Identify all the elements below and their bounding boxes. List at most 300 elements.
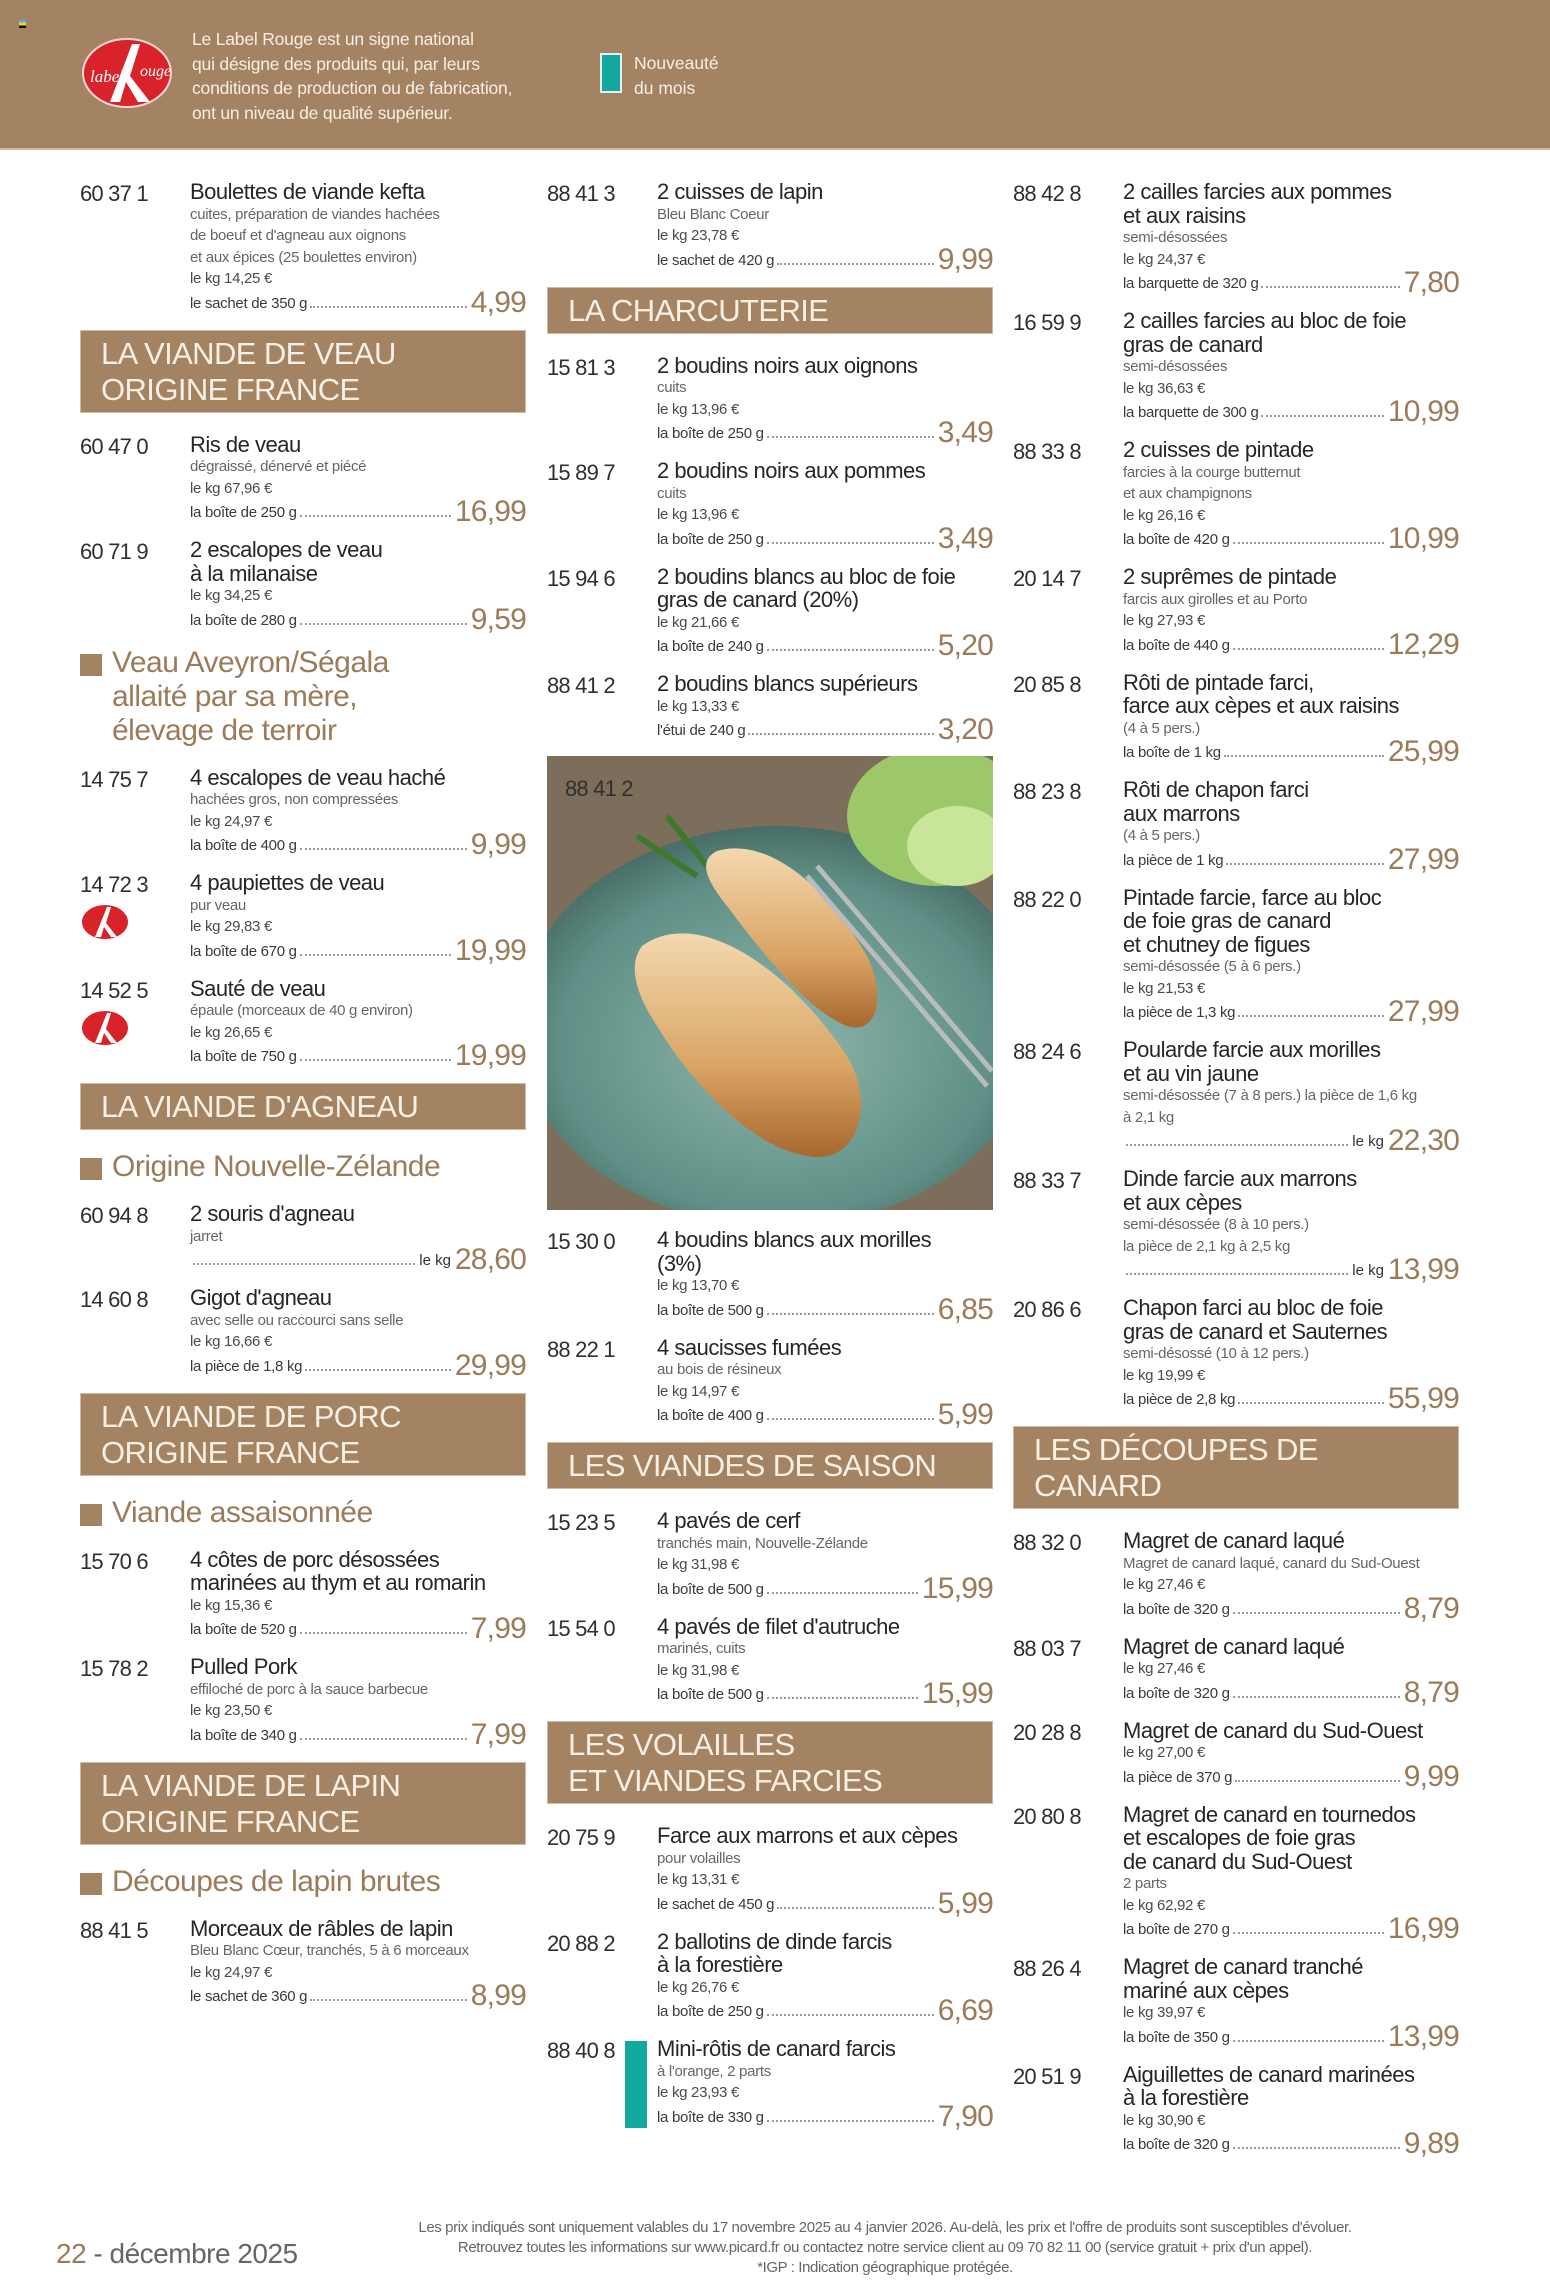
product-price: 8,79 xyxy=(1403,1591,1459,1625)
dotted-leader xyxy=(300,623,467,625)
product-price: 5,99 xyxy=(937,1886,993,1920)
product-name: Rôti de pintade farci, xyxy=(1123,669,1314,695)
package-size: la boîte de 340 g xyxy=(190,1726,297,1744)
product-item[interactable] xyxy=(80,764,526,861)
package-size: la boîte de 420 g xyxy=(1123,531,1230,548)
section-banner xyxy=(547,287,993,334)
dotted-leader xyxy=(1233,648,1384,650)
price-row xyxy=(657,242,993,276)
product-description: et aux épices (25 boulettes environ) xyxy=(190,248,417,266)
product-item[interactable] xyxy=(80,870,526,967)
product-name: et aux cèpes xyxy=(1123,1189,1242,1215)
label-rouge-info-banner xyxy=(0,0,1550,150)
price-row xyxy=(657,416,993,449)
price-row xyxy=(190,1039,526,1072)
nouveaute-legend xyxy=(634,51,719,100)
price-per-kg: le kg 24,97 € xyxy=(190,812,272,830)
price-row xyxy=(1123,395,1459,428)
dotted-leader xyxy=(748,733,933,735)
product-item[interactable] xyxy=(80,179,526,319)
product-code: 88 22 1 xyxy=(547,1336,615,1362)
product-code: 20 88 2 xyxy=(547,1930,615,1956)
package-size: la boîte de 240 g xyxy=(657,638,764,655)
section-banner xyxy=(547,1442,993,1489)
svg-text:label: label xyxy=(90,67,124,86)
product-name: 2 boudins blancs au bloc de foie xyxy=(657,563,956,589)
product-price: 28,60 xyxy=(454,1243,526,1276)
product-description: marinés, cuits xyxy=(657,1640,746,1657)
package-size: le sachet de 350 g xyxy=(190,294,308,312)
package-size: la boîte de 280 g xyxy=(190,611,297,629)
price-row xyxy=(1123,995,1459,1028)
product-description: jarret xyxy=(190,1227,223,1245)
dotted-leader xyxy=(1126,1144,1348,1146)
dotted-leader xyxy=(767,1313,934,1315)
square-bullet-icon xyxy=(80,654,102,676)
product-price: 9,99 xyxy=(470,828,526,861)
product-price: 29,99 xyxy=(454,1348,526,1382)
price-row xyxy=(190,285,526,319)
product-name: 2 boudins noirs aux pommes xyxy=(657,458,926,483)
product-code: 60 71 9 xyxy=(80,539,148,564)
dotted-leader xyxy=(1233,1932,1384,1934)
dotted-leader xyxy=(767,542,934,544)
package-size: la boîte de 400 g xyxy=(190,837,297,854)
dotted-leader xyxy=(1261,286,1399,288)
product-code: 60 94 8 xyxy=(80,1203,148,1228)
label-rouge-icon xyxy=(80,903,130,941)
product-item[interactable] xyxy=(1013,1166,1459,1286)
product-item[interactable] xyxy=(547,671,993,746)
price-row xyxy=(1123,1591,1459,1625)
price-per-kg: le kg 15,36 € xyxy=(190,1596,272,1614)
package-size: la barquette de 300 g xyxy=(1123,404,1259,421)
product-description: Bleu Blanc Coeur xyxy=(657,205,769,223)
photo-product-code: 88 41 2 xyxy=(565,776,633,801)
price-per-kg: le kg 36,63 € xyxy=(1123,379,1205,397)
product-description: à 2,1 kg xyxy=(1123,1108,1174,1126)
product-name: mariné aux cèpes xyxy=(1123,1977,1289,2003)
product-description: semi-désossé (10 à 12 pers.) xyxy=(1123,1345,1309,1362)
price-per-kg: le kg 31,98 € xyxy=(657,1556,739,1573)
subsection-line: Origine Nouvelle-Zélande xyxy=(112,1150,441,1183)
product-code: 15 23 5 xyxy=(547,1510,615,1535)
price-per-kg: le kg 13,70 € xyxy=(657,1277,739,1294)
dotted-leader xyxy=(310,1999,467,2001)
square-bullet-icon xyxy=(80,1504,102,1526)
product-item[interactable] xyxy=(80,1201,526,1276)
package-size: la boîte de 670 g xyxy=(190,942,297,960)
product-price: 15,99 xyxy=(921,1571,993,1605)
package-size: la boîte de 520 g xyxy=(190,1621,297,1638)
price-row xyxy=(190,1612,526,1645)
product-item[interactable] xyxy=(80,1546,526,1645)
section-title-line: LA VIANDE DE LAPIN xyxy=(101,1767,401,1803)
product-code: 14 75 7 xyxy=(80,766,148,792)
product-name: Farce aux marrons et aux cèpes xyxy=(657,1823,958,1848)
section-banner xyxy=(80,1083,526,1130)
price-per-kg: le kg 14,97 € xyxy=(657,1382,739,1400)
product-item[interactable] xyxy=(1013,1717,1459,1793)
package-size: la boîte de 500 g xyxy=(657,1301,764,1319)
dotted-leader xyxy=(1261,415,1383,417)
dotted-leader xyxy=(767,436,934,438)
product-price: 13,99 xyxy=(1387,2019,1459,2053)
dotted-leader xyxy=(1126,1273,1348,1275)
section-title-line: ORIGINE FRANCE xyxy=(101,1803,360,1839)
product-item[interactable] xyxy=(1013,1528,1459,1625)
product-item[interactable] xyxy=(80,975,526,1072)
product-name: 4 saucisses fumées xyxy=(657,1334,842,1360)
subsection-line: Viande assaisonnée xyxy=(112,1495,373,1529)
price-per-kg: le kg 13,33 € xyxy=(657,697,739,715)
product-item[interactable] xyxy=(547,1508,993,1605)
product-item[interactable] xyxy=(547,1613,993,1710)
dotted-leader xyxy=(300,515,451,517)
price-per-kg: le kg 21,66 € xyxy=(657,613,739,631)
product-price: 16,99 xyxy=(454,495,526,528)
price-per-kg: le kg 29,83 € xyxy=(190,918,272,935)
product-name: et chutney de figues xyxy=(1123,931,1310,957)
package-size: la pièce de 1 kg xyxy=(1123,851,1224,869)
product-price: 4,99 xyxy=(470,285,526,319)
dotted-leader xyxy=(300,1632,467,1634)
price-row xyxy=(657,1677,993,1710)
dotted-leader xyxy=(1235,1780,1400,1782)
product-item[interactable] xyxy=(1013,437,1459,555)
product-description: à l'orange, 2 parts xyxy=(657,2062,771,2080)
section-title-line: LES DÉCOUPES DE CANARD xyxy=(1034,1432,1318,1503)
section-title-line: LA VIANDE DE VEAU xyxy=(101,335,396,371)
price-row xyxy=(1123,735,1459,768)
product-code: 15 70 6 xyxy=(80,1548,148,1574)
product-item[interactable] xyxy=(1013,308,1459,428)
product-description: cuites, préparation de viandes hachées xyxy=(190,205,440,223)
product-description: semi-désossée (8 à 10 pers.) xyxy=(1123,1216,1309,1233)
product-code: 14 52 5 xyxy=(80,977,148,1003)
product-code: 15 81 3 xyxy=(547,354,615,380)
package-size: la barquette de 320 g xyxy=(1123,275,1259,292)
intro-line: qui désigne des produits qui, par leurs xyxy=(192,53,480,74)
product-item[interactable] xyxy=(1013,564,1459,661)
product-description: hachées gros, non compressées xyxy=(190,791,399,808)
product-price: 9,89 xyxy=(1403,2127,1459,2160)
product-name: 4 escalopes de veau haché xyxy=(190,764,446,790)
product-price: 13,99 xyxy=(1387,1253,1459,1286)
package-size: la boîte de 250 g xyxy=(190,504,297,521)
product-name: à la forestière xyxy=(657,1952,783,1977)
product-item[interactable] xyxy=(1013,2061,1459,2160)
product-price: 3,49 xyxy=(937,416,993,449)
product-item[interactable] xyxy=(1013,179,1459,299)
package-size: la boîte de 350 g xyxy=(1123,2028,1230,2046)
package-size: la boîte de 250 g xyxy=(657,2003,764,2020)
price-row xyxy=(1123,1382,1459,1415)
section-title-line: ET VIANDES FARCIES xyxy=(568,1763,883,1798)
package-size: la pièce de 1,8 kg xyxy=(190,1357,303,1375)
product-description: semi-désossées xyxy=(1123,229,1228,246)
price-per-kg: le kg 23,50 € xyxy=(190,1702,272,1719)
product-name: à la forestière xyxy=(1123,2085,1249,2110)
section-banner xyxy=(1013,1426,1459,1509)
product-name: 4 côtes de porc désossées xyxy=(190,1546,440,1572)
price-per-kg: le kg 21,53 € xyxy=(1123,979,1205,997)
product-price: 3,20 xyxy=(937,713,993,746)
price-per-kg: le kg 39,97 € xyxy=(1123,2004,1205,2021)
product-description: semi-désossée (5 à 6 pers.) xyxy=(1123,958,1301,975)
product-item[interactable] xyxy=(1013,1633,1459,1709)
product-name: (3%) xyxy=(657,1250,702,1276)
package-size: le sachet de 420 g xyxy=(657,251,775,269)
issue-date: - décembre 2025 xyxy=(86,2238,298,2269)
product-description: de boeuf et d'agneau aux oignons xyxy=(190,227,406,244)
price-per-kg: le kg 31,98 € xyxy=(657,1661,739,1679)
product-name: 4 paupiettes de veau xyxy=(190,870,385,895)
price-row xyxy=(1123,2019,1459,2053)
product-name: à la milanaise xyxy=(190,560,318,586)
product-name: gras de canard xyxy=(1123,331,1263,357)
nouveaute-line: du mois xyxy=(634,77,696,98)
nouveaute-swatch-icon xyxy=(600,53,622,93)
product-price: 55,99 xyxy=(1387,1382,1459,1415)
product-name: 2 cailles farcies au bloc de foie xyxy=(1123,308,1407,333)
product-price: 7,90 xyxy=(937,2099,993,2133)
product-name: Magret de canard laqué xyxy=(1123,1528,1345,1553)
product-item[interactable] xyxy=(547,352,993,449)
legal-notes xyxy=(300,2218,1470,2278)
package-size: la pièce de 370 g xyxy=(1123,1768,1233,1786)
section-banner xyxy=(80,1393,526,1476)
product-description: farcis aux girolles et au Porto xyxy=(1123,590,1308,608)
product-name: 4 pavés de cerf xyxy=(657,1508,800,1533)
product-description: dégraissé, dénervé et piécé xyxy=(190,458,367,475)
price-row xyxy=(190,1717,526,1751)
label-rouge-icon xyxy=(80,1009,130,1047)
product-name: 2 cuisses de pintade xyxy=(1123,437,1314,462)
product-item[interactable] xyxy=(547,1334,993,1431)
package-size: l'étui de 240 g xyxy=(657,722,746,739)
product-name: Magret de canard du Sud-Ouest xyxy=(1123,1717,1423,1743)
dotted-leader xyxy=(1233,1612,1400,1614)
product-item[interactable] xyxy=(80,1285,526,1382)
dotted-leader xyxy=(1238,1402,1384,1404)
intro-line: conditions de production ou de fabrication, xyxy=(192,78,513,98)
product-name: de canard du Sud-Ouest xyxy=(1123,1848,1352,1874)
intro-line: Le Label Rouge est un signe national xyxy=(192,29,474,49)
product-price: 10,99 xyxy=(1387,395,1459,428)
product-name: gras de canard (20%) xyxy=(657,587,859,612)
price-per-kg: le kg 26,16 € xyxy=(1123,506,1205,524)
print-color-marker-icon xyxy=(19,20,26,28)
price-per-kg: le kg 13,96 € xyxy=(657,506,739,523)
product-description: Magret de canard laqué, canard du Sud-Ouest xyxy=(1123,1554,1420,1572)
subsection-line: allaité par sa mère, xyxy=(112,679,358,713)
product-name: de foie gras de canard xyxy=(1123,908,1331,933)
subsection-line: Veau Aveyron/Ségala xyxy=(112,645,389,679)
product-code: 88 23 8 xyxy=(1013,779,1081,804)
product-name: 2 suprêmes de pintade xyxy=(1123,564,1337,589)
product-price: 27,99 xyxy=(1387,842,1459,876)
price-per-kg: le kg 24,37 € xyxy=(1123,250,1205,268)
catalog-column-right xyxy=(1013,180,1459,2170)
product-item[interactable] xyxy=(1013,1801,1459,1945)
product-name: 4 pavés de filet d'autruche xyxy=(657,1613,900,1639)
product-photo xyxy=(547,756,993,1210)
product-description: (4 à 5 pers.) xyxy=(1123,827,1200,844)
package-size: la boîte de 270 g xyxy=(1123,1921,1230,1938)
package-size: la boîte de 320 g xyxy=(1123,2136,1230,2153)
price-per-kg: le kg 27,93 € xyxy=(1123,612,1205,629)
product-price: 9,99 xyxy=(1403,1759,1459,1793)
product-description: pur veau xyxy=(190,896,246,914)
price-row xyxy=(1123,522,1459,555)
product-name: 2 boudins blancs supérieurs xyxy=(657,671,918,696)
product-name: 2 boudins noirs aux oignons xyxy=(657,352,918,378)
product-item[interactable] xyxy=(547,1928,993,2027)
dotted-leader xyxy=(300,1738,467,1740)
product-item[interactable] xyxy=(547,458,993,555)
product-price: 22,30 xyxy=(1387,1124,1459,1157)
subsection-heading xyxy=(80,1496,526,1530)
price-row xyxy=(657,2099,993,2133)
product-description: tranchés main, Nouvelle-Zélande xyxy=(657,1534,868,1552)
product-item[interactable] xyxy=(80,537,526,636)
product-name: Mini-rôtis de canard farcis xyxy=(657,2036,896,2061)
dotted-leader xyxy=(1224,755,1384,757)
product-name: et escalopes de foie gras xyxy=(1123,1825,1356,1850)
product-item[interactable] xyxy=(1013,884,1459,1028)
product-name: Gigot d'agneau xyxy=(190,1285,332,1310)
price-per-kg: le kg 24,97 € xyxy=(190,1963,272,1981)
product-name: Dinde farcie aux marrons xyxy=(1123,1166,1357,1191)
section-title-line: LA VIANDE DE PORC xyxy=(101,1398,401,1434)
product-code: 20 86 6 xyxy=(1013,1297,1081,1322)
product-item[interactable] xyxy=(1013,777,1459,876)
product-name: 2 souris d'agneau xyxy=(190,1201,355,1226)
product-name: 2 escalopes de veau xyxy=(190,537,383,562)
price-row xyxy=(1123,266,1459,299)
product-item[interactable] xyxy=(547,2036,993,2133)
product-price: 7,99 xyxy=(470,1612,526,1645)
dotted-leader xyxy=(1233,2040,1384,2042)
price-row xyxy=(190,602,526,636)
product-code: 14 72 3 xyxy=(80,872,148,897)
subsection-line: élevage de terroir xyxy=(112,713,337,747)
price-row xyxy=(1123,627,1459,661)
product-name: Rôti de chapon farci xyxy=(1123,777,1309,802)
package-size: la boîte de 500 g xyxy=(657,1580,764,1598)
dotted-leader xyxy=(777,263,934,265)
dotted-leader xyxy=(767,1592,918,1594)
product-code: 20 75 9 xyxy=(547,1825,615,1850)
section-title-line: ORIGINE FRANCE xyxy=(101,371,360,407)
product-price: 12,29 xyxy=(1387,627,1459,661)
package-size: la boîte de 320 g xyxy=(1123,1600,1230,1618)
product-item[interactable] xyxy=(547,563,993,662)
product-item[interactable] xyxy=(1013,1295,1459,1415)
product-description: la pièce de 2,1 kg à 2,5 kg xyxy=(1123,1237,1291,1255)
product-name: Magret de canard tranché xyxy=(1123,1954,1363,1979)
product-code: 88 42 8 xyxy=(1013,181,1081,206)
product-price: 19,99 xyxy=(454,933,526,967)
nouveaute-line: Nouveauté xyxy=(634,53,719,73)
package-size: la boîte de 400 g xyxy=(657,1407,764,1424)
price-row xyxy=(1123,842,1459,876)
product-code: 15 54 0 xyxy=(547,1615,615,1641)
nouveaute-marker-icon xyxy=(625,2041,647,2128)
product-price: 16,99 xyxy=(1387,1912,1459,1945)
product-description: farcies à la courge butternut xyxy=(1123,463,1301,481)
legal-note: *IGP : Indication géographique protégée. xyxy=(757,2259,1013,2276)
price-row xyxy=(657,1398,993,1431)
product-code: 88 40 8 xyxy=(547,2038,615,2063)
product-code: 88 24 6 xyxy=(1013,1039,1081,1064)
product-item[interactable] xyxy=(80,431,526,528)
price-per-kg: le kg 19,99 € xyxy=(1123,1366,1205,1384)
product-code: 15 30 0 xyxy=(547,1229,615,1254)
product-code: 20 14 7 xyxy=(1013,566,1081,591)
package-size: la boîte de 250 g xyxy=(657,425,764,442)
price-row xyxy=(190,1348,526,1382)
product-item[interactable] xyxy=(1013,1037,1459,1157)
product-item[interactable] xyxy=(80,1654,526,1751)
product-description: cuits xyxy=(657,484,687,502)
price-per-kg: le kg 27,46 € xyxy=(1123,1660,1205,1677)
product-item[interactable] xyxy=(547,1227,993,1326)
product-description: épaule (morceaux de 40 g environ) xyxy=(190,1002,413,1019)
product-code: 88 26 4 xyxy=(1013,1956,1081,1981)
product-price: 10,99 xyxy=(1387,522,1459,555)
product-description: effiloché de porc à la sauce barbecue xyxy=(190,1680,428,1698)
product-description: pour volailles xyxy=(657,1849,741,1867)
package-size: la pièce de 2,8 kg xyxy=(1123,1391,1236,1408)
product-item[interactable] xyxy=(547,1823,993,1920)
product-item[interactable] xyxy=(547,179,993,276)
dotted-leader xyxy=(767,2120,934,2122)
product-description: Bleu Blanc Cœur, tranchés, 5 à 6 morceaux xyxy=(190,1942,469,1959)
product-description: 2 parts xyxy=(1123,1875,1167,1892)
product-description: au bois de résineux xyxy=(657,1361,782,1378)
price-per-kg: le kg 26,76 € xyxy=(657,1978,739,1996)
product-name: Sauté de veau xyxy=(190,975,326,1001)
page-number: 22 xyxy=(56,2238,87,2269)
product-name: 2 cuisses de lapin xyxy=(657,179,823,204)
product-description: (4 à 5 pers.) xyxy=(1123,719,1200,737)
product-name: et au vin jaune xyxy=(1123,1060,1259,1086)
product-code: 20 28 8 xyxy=(1013,1719,1081,1745)
product-code: 20 80 8 xyxy=(1013,1803,1081,1829)
subsection-line: Découpes de lapin brutes xyxy=(112,1864,441,1898)
package-size: la boîte de 330 g xyxy=(657,2108,764,2126)
price-per-kg: le kg 67,96 € xyxy=(190,479,272,497)
dotted-leader xyxy=(1226,863,1384,865)
product-code: 16 59 9 xyxy=(1013,310,1081,335)
price-row xyxy=(1123,1124,1459,1157)
product-code: 88 32 0 xyxy=(1013,1530,1081,1555)
product-code: 88 41 5 xyxy=(80,1917,148,1943)
product-price: 19,99 xyxy=(454,1039,526,1072)
product-description: semi-désossées xyxy=(1123,358,1228,375)
product-item[interactable] xyxy=(1013,1954,1459,2053)
legal-note: Les prix indiqués sont uniquement valables du 17 novembre 2025 au 4 janvier 2026. Au-delà, les prix et l'offre de produits sont susceptibles d'évoluer. xyxy=(418,2219,1352,2236)
price-per-kg: le kg 16,66 € xyxy=(190,1333,272,1350)
legal-note: Retrouvez toutes les informations sur www.picard.fr ou contactez notre service client au 09 70 82 11 00 (service gratuit + prix d'un appel). xyxy=(457,2239,1313,2256)
dotted-leader xyxy=(1238,1015,1384,1017)
product-item[interactable] xyxy=(1013,669,1459,768)
product-item[interactable] xyxy=(80,1915,526,2012)
product-price: 5,20 xyxy=(937,629,993,662)
price-per-kg: le kg 26,65 € xyxy=(190,1023,272,1041)
